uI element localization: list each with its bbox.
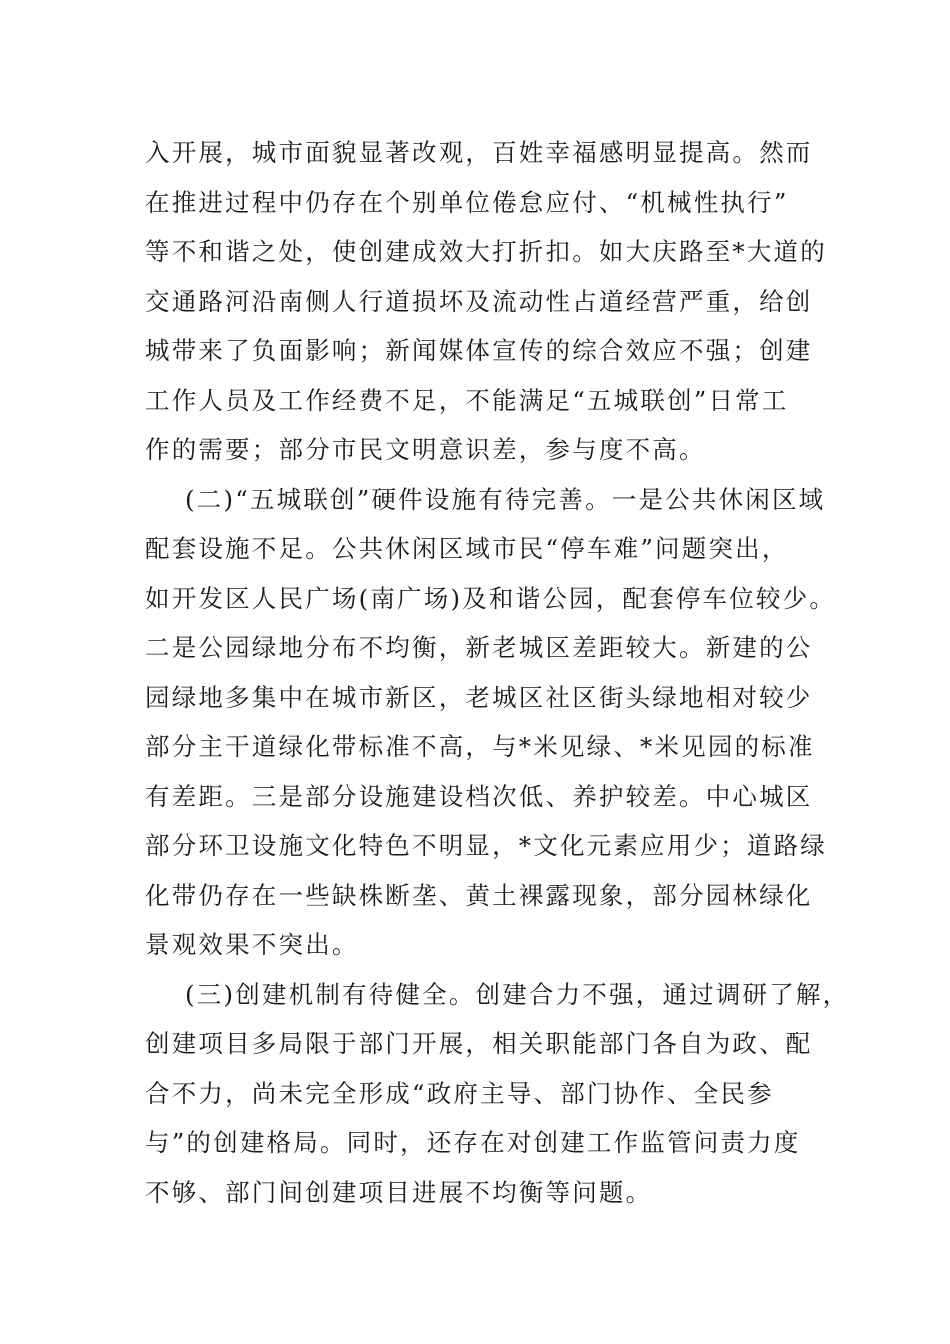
text-line: 部分主干道绿化带标准不高，与*米见绿、*米见园的标准 [145, 732, 815, 761]
text-line: 园绿地多集中在城市新区，老城区社区街头绿地相对较少 [145, 682, 813, 712]
section-heading-line: (三)创建机制有待健全。创建合力不强，通过调研了解， [185, 979, 850, 1009]
text-line: 化带仍存在一些缺株断垄、黄土裸露现象，部分园林绿化 [145, 880, 813, 910]
text-line: 景观效果不突出。 [145, 930, 359, 959]
text-line: 与”的创建格局。同时，还存在对创建工作监管问责力度 [145, 1128, 801, 1157]
text-line: 合不力，尚未完全形成“政府主导、部门协作、全民参 [145, 1078, 774, 1108]
text-line: 不够、部门间创建项目进展不均衡等问题。 [145, 1177, 653, 1207]
text-line: 创建项目多局限于部门开展，相关职能部门各自为政、配 [145, 1029, 813, 1058]
text-line: 配套设施不足。公共休闲区域市民“停车难”问题突出， [145, 534, 789, 563]
body-text [145, 128, 850, 1217]
text-line: 作的需要；部分市民文明意识差，参与度不高。 [145, 435, 706, 464]
text-line: 部分环卫设施文化特色不明显，*文化元素应用少；道路绿 [145, 831, 827, 860]
text-line: 有差距。三是部分设施建设档次低、养护较差。中心城区 [145, 781, 813, 811]
text-line: 等不和谐之处，使创建成效大打折扣。如大庆路至*大道的 [145, 237, 827, 266]
text-line: 城带来了负面影响；新闻媒体宣传的综合效应不强；创建 [145, 336, 813, 365]
text-line: 入开展，城市面貌显著改观，百姓幸福感明显提高。然而 [145, 138, 813, 167]
section-heading-line: (二)“五城联创”硬件设施有待完善。一是公共休闲区域 [185, 484, 826, 514]
text-line: 在推进过程中仍存在个别单位倦怠应付、“机械性执行” [145, 187, 789, 217]
text-line: 二是公园绿地分布不均衡，新老城区差距较大。新建的公 [145, 633, 813, 662]
text-line: 如开发区人民广场(南广场)及和谐公园，配套停车位较少。 [145, 583, 837, 613]
text-line: 交通路河沿南侧人行道损坏及流动性占道经营严重，给创 [145, 286, 813, 316]
text-line: 工作人员及工作经费不足，不能满足“五城联创”日常工 [145, 385, 789, 415]
